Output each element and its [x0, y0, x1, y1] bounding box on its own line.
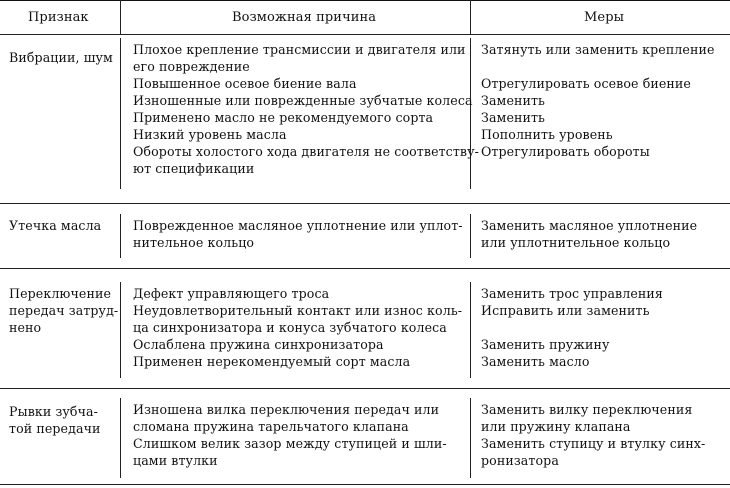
- cause-text: Поврежденное масляное уплотнение или уплот-: [133, 218, 463, 233]
- row-separator: [0, 388, 730, 389]
- remedy-text: Отрегулировать обороты: [481, 144, 650, 159]
- remedy-text: ронизатора: [481, 453, 559, 468]
- remedy-text: Пополнить уровень: [481, 127, 613, 142]
- remedy-text: Заменить вилку переключения: [481, 402, 693, 417]
- header-remedy: Меры: [584, 10, 625, 25]
- column-divider-cause: [470, 214, 471, 258]
- header-bottom-rule: [0, 34, 730, 35]
- cause-text: Плохое крепление трансмиссии и двигателя или: [133, 42, 466, 57]
- column-divider-cause: [470, 38, 471, 189]
- column-divider-sign: [120, 38, 121, 189]
- cause-text: ют спецификации: [133, 161, 255, 176]
- remedy-text: Заменить: [481, 93, 546, 108]
- cause-text: его повреждение: [133, 59, 250, 74]
- cause-text: Повышенное осевое биение вала: [133, 76, 357, 91]
- cause-text: Обороты холостого хода двигателя не соответству-: [133, 144, 479, 159]
- cause-text: Изношена вилка переключения передач или: [133, 402, 440, 417]
- symptom-label: передач затруд-: [9, 303, 119, 318]
- header-cause: Возможная причина: [232, 10, 377, 25]
- cause-text: Применено масло не рекомендуемого сорта: [133, 110, 434, 125]
- cause-text: Изношенные или поврежденные зубчатые колеса: [133, 93, 473, 108]
- column-divider-cause: [470, 282, 471, 378]
- column-divider-sign: [120, 0, 121, 34]
- remedy-text: Заменить трос управления: [481, 286, 663, 301]
- symptom-label: Вибрации, шум: [9, 50, 113, 65]
- remedy-text: Заменить масло: [481, 354, 590, 369]
- cause-text: Дефект управляющего троса: [133, 286, 330, 301]
- cause-text: сломана пружина тарельчатого клапана: [133, 419, 409, 434]
- table-top-rule: [0, 0, 730, 1]
- cause-text: цами втулки: [133, 453, 218, 468]
- remedy-text: Заменить: [481, 110, 546, 125]
- column-divider-sign: [120, 214, 121, 258]
- remedy-text: или пружину клапана: [481, 419, 631, 434]
- remedy-text: Отрегулировать осевое биение: [481, 76, 691, 91]
- symptom-label: нено: [9, 320, 42, 335]
- remedy-text: Исправить или заменить: [481, 303, 650, 318]
- column-divider-sign: [120, 398, 121, 478]
- symptom-label: Переключение: [9, 286, 112, 301]
- column-divider-sign: [120, 282, 121, 378]
- symptom-label: Утечка масла: [9, 218, 102, 233]
- cause-text: Слишком велик зазор между ступицей и шли-: [133, 436, 447, 451]
- symptom-label: Рывки зубча-: [9, 404, 99, 419]
- column-divider-cause: [470, 0, 471, 34]
- cause-text: Низкий уровень масла: [133, 127, 287, 142]
- column-divider-cause: [470, 398, 471, 478]
- cause-text: ца синхронизатора и конуса зубчатого колеса: [133, 320, 447, 335]
- row-separator: [0, 203, 730, 204]
- symptom-label: той передачи: [9, 421, 101, 436]
- cause-text: нительное кольцо: [133, 235, 255, 250]
- cause-text: Неудовлетворительный контакт или износ коль-: [133, 303, 463, 318]
- cause-text: Применен нерекомендуемый сорт масла: [133, 354, 411, 369]
- remedy-text: или уплотнительное кольцо: [481, 235, 671, 250]
- row-separator: [0, 268, 730, 269]
- table-bottom-rule: [0, 484, 730, 485]
- remedy-text: Заменить масляное уплотнение: [481, 218, 698, 233]
- remedy-text: Заменить ступицу и втулку синх-: [481, 436, 706, 451]
- header-sign: Признак: [28, 10, 89, 25]
- remedy-text: Заменить пружину: [481, 337, 610, 352]
- remedy-text: Затянуть или заменить крепление: [481, 42, 715, 57]
- cause-text: Ослаблена пружина синхронизатора: [133, 337, 384, 352]
